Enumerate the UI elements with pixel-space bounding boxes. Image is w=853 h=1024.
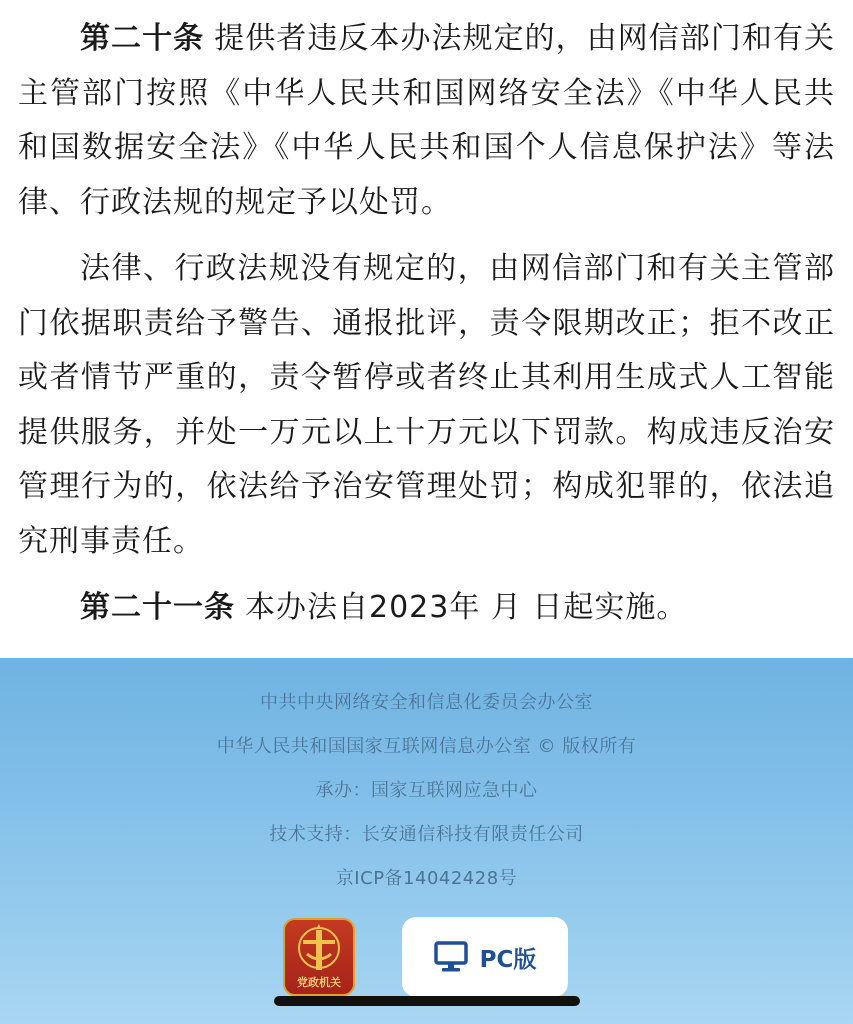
footer-copyright: 中华人民共和国国家互联网信息办公室 © 版权所有: [216, 736, 637, 757]
monitor-icon: [434, 941, 468, 973]
party-government-badge[interactable]: [283, 918, 355, 996]
footer-org: 中共中央网络安全和信息化委员会办公室: [260, 692, 593, 713]
article-21-heading: 第二十一条: [80, 590, 235, 625]
pc-version-label: PC版: [479, 946, 537, 973]
article-paragraph-20: [18, 12, 835, 230]
article-20-text: 提供者违反本办法规定的，由网信部门和有关主管部门按照《中华人民共和国网络安全法》《中华人民共和国数据安全法》《中华人民共和国个人信息保护法》等法律、行政法规的规定予以处罚。: [18, 21, 836, 220]
article-20-2-text: 法律、行政法规没有规定的，由网信部门和有关主管部门依据职责给予警告、通报批评，责令限期改正；拒不改正或者情节严重的，责令暂停或者终止其利用生成式人工智能提供服务，并处一万元以上十万元以下罚款。构成违反治安管理行为的，依法给予治安管理处罚；构成犯罪的，依法追究刑事责任。: [18, 251, 835, 559]
article-21-text: 本办法自2023年 月 日起实施。: [245, 590, 688, 625]
badge-label: 党政机关: [297, 976, 341, 989]
footer-host: 承办：国家互联网应急中心: [315, 780, 538, 801]
footer-icp[interactable]: 京ICP备14042428号: [335, 868, 518, 889]
home-indicator[interactable]: [274, 996, 580, 1006]
article-paragraph-20-2: [18, 242, 835, 569]
footer-tech-support: 技术支持：长安通信科技有限责任公司: [269, 824, 584, 845]
article-20-heading: 第二十条: [80, 21, 205, 56]
article-paragraph-21: [18, 581, 835, 636]
pc-version-button[interactable]: [402, 917, 568, 997]
